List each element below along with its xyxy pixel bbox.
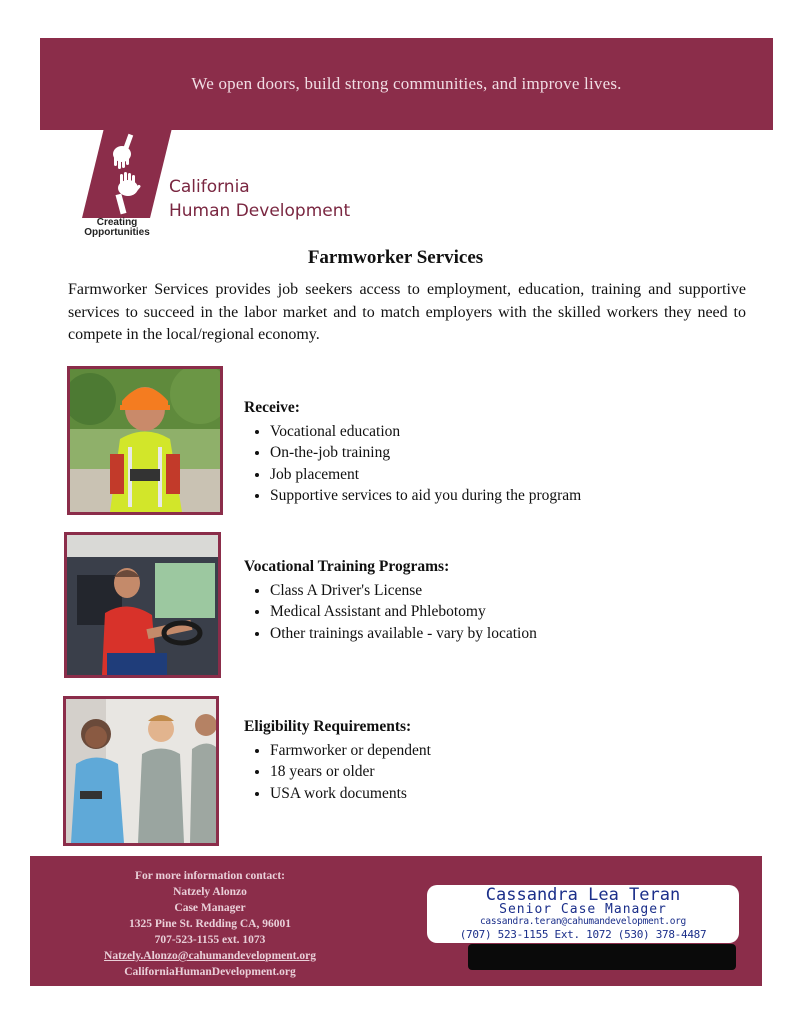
intro-paragraph: Farmworker Services provides job seekers access to employment, education, training and supportive services to succeed in the labor market and to match employers with the skilled workers they need to compete in the local/regional economy.	[68, 281, 746, 343]
logo-sub-1: Creating	[96, 217, 138, 228]
section-receive	[244, 397, 581, 507]
list-item: • Farmworker or dependent	[270, 740, 431, 762]
logo-wordmark	[169, 175, 350, 223]
contact-banner	[30, 856, 762, 986]
list-item: • Supportive services to aid you during the program	[270, 485, 581, 507]
handwritten-email: cassandra.teran@cahumandevelopment.org	[480, 916, 686, 927]
list-item: • Vocational education	[270, 421, 581, 443]
section-vocational-training	[244, 556, 537, 644]
handwritten-contact-card	[427, 885, 739, 943]
org-logo	[72, 128, 392, 246]
page-title: Farmworker Services	[307, 247, 484, 268]
contact-role: Case Manager	[174, 902, 246, 914]
logo-line-2: Human Development	[169, 201, 351, 221]
top-banner	[40, 38, 773, 130]
photo-worker-safety-gear	[67, 366, 223, 515]
handwritten-phone: (707) 523-1155 Ext. 1072 (530) 378-4487	[459, 928, 707, 941]
contact-header: For more information contact:	[135, 870, 285, 882]
list-item: • Medical Assistant and Phlebotomy	[270, 601, 537, 623]
section-heading: Vocational Training Programs:	[244, 558, 450, 575]
redaction-bar	[468, 944, 736, 970]
contact-email-link[interactable]: Natzely.Alonzo@cahumandevelopment.org	[104, 950, 316, 962]
logo-line-1: California	[169, 177, 250, 197]
contact-address: 1325 Pine St. Redding CA, 96001	[129, 918, 291, 930]
handwritten-title: Senior Case Manager	[499, 902, 667, 917]
section-heading: Receive:	[244, 399, 300, 416]
list-item: • 18 years or older	[270, 761, 431, 783]
tagline: We open doors, build strong communities, and improve lives.	[191, 74, 622, 93]
logo-sub-2: Opportunities	[84, 227, 150, 238]
photo-truck-driver	[64, 532, 221, 678]
photo-medical-trainees	[63, 696, 219, 846]
section-eligibility	[244, 716, 431, 804]
handwritten-name: Cassandra Lea Teran	[485, 885, 681, 905]
reaching-hands-icon	[82, 128, 172, 218]
contact-website[interactable]: CaliforniaHumanDevelopment.org	[124, 966, 296, 978]
list-item: • On-the-job training	[270, 442, 581, 464]
list-item: • Other trainings available - vary by location	[270, 623, 537, 645]
list-item: • Class A Driver's License	[270, 580, 537, 602]
contact-phone: 707-523-1155 ext. 1073	[154, 934, 266, 946]
logo-subtitle	[72, 218, 162, 238]
contact-block	[90, 868, 330, 980]
section-heading: Eligibility Requirements:	[244, 718, 412, 735]
list-item: • USA work documents	[270, 783, 431, 805]
contact-name: Natzely Alonzo	[173, 886, 247, 898]
list-item: • Job placement	[270, 464, 581, 486]
